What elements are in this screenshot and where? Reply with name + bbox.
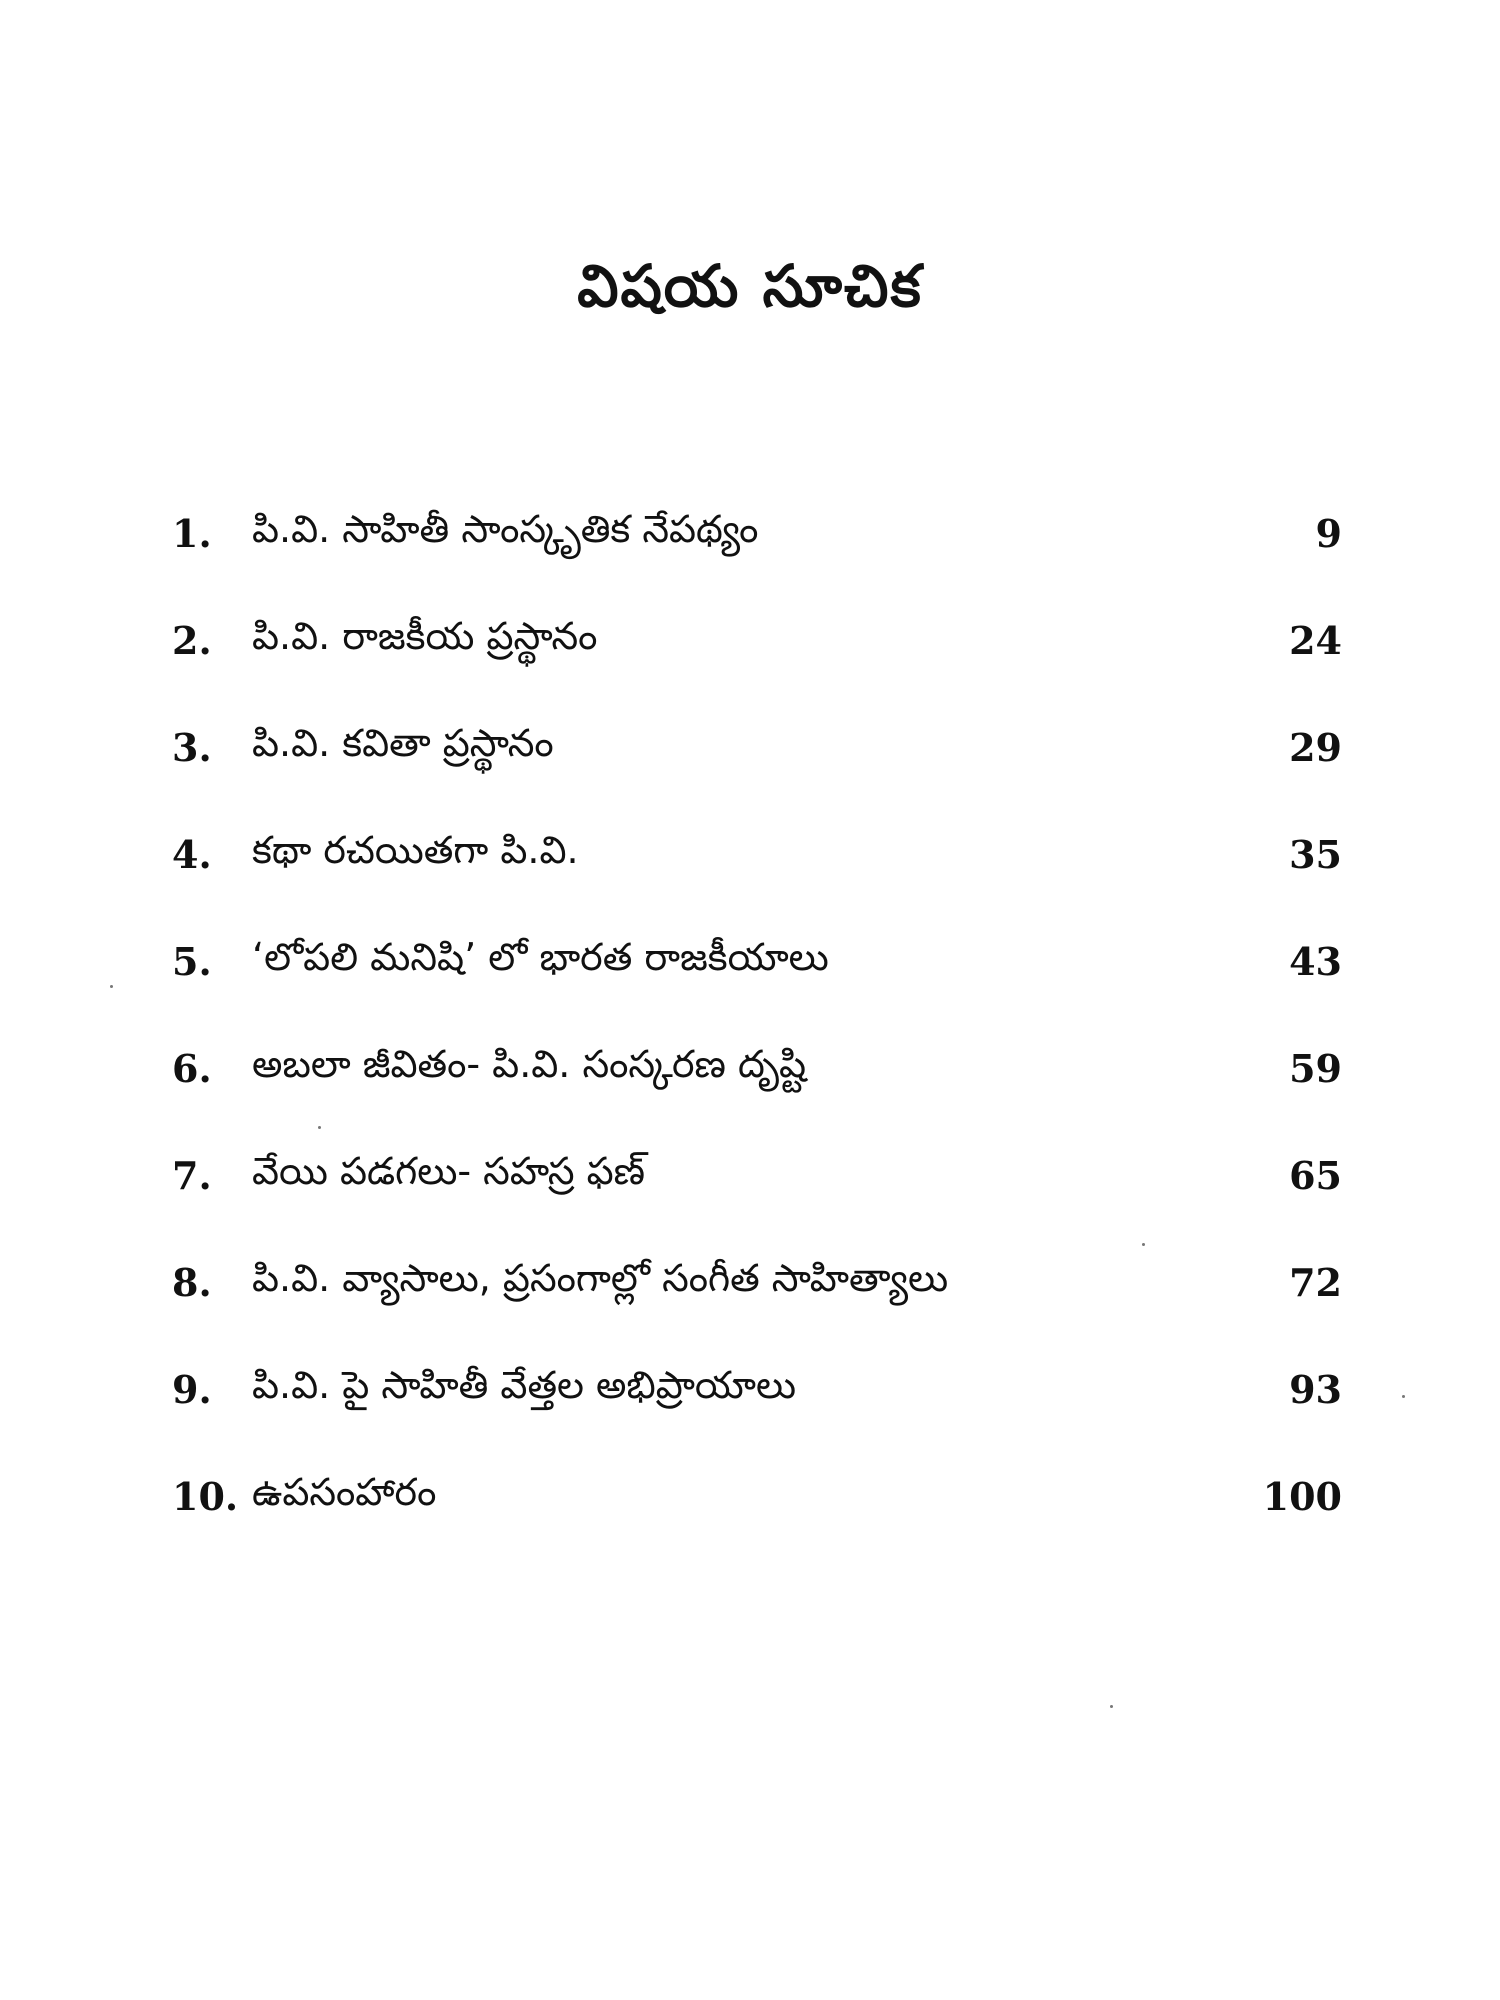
toc-entry [172, 694, 1342, 801]
entry-number: 7. [172, 1153, 212, 1198]
scan-speck [318, 1126, 321, 1129]
entry-title: ఉపసంహారం [252, 1469, 437, 1514]
entry-page-number: 65 [1289, 1153, 1342, 1198]
entry-number: 4. [172, 832, 212, 877]
toc-entry [172, 1015, 1342, 1122]
entry-title: పి.వి. వ్యాసాలు, ప్రసంగాల్లో సంగీత సాహిత్యాలు [252, 1255, 949, 1300]
scan-speck [1110, 1705, 1113, 1708]
entry-number: 10. [172, 1474, 239, 1519]
toc-entry [172, 587, 1342, 694]
entry-title: పి.వి. కవితా ప్రస్థానం [252, 720, 554, 765]
table-of-contents [172, 480, 1342, 1550]
entry-number: 3. [172, 725, 212, 770]
entry-title: పి.వి. పై సాహితీ వేత్తల అభిప్రాయాలు [252, 1362, 797, 1407]
entry-title: వేయి పడగలు- సహస్ర ఫణ్ [252, 1148, 646, 1193]
entry-page-number: 24 [1289, 618, 1342, 663]
scan-speck [1402, 1395, 1405, 1398]
toc-entry [172, 908, 1342, 1015]
entry-page-number: 9 [1315, 511, 1342, 556]
entry-number: 8. [172, 1260, 212, 1305]
entry-title: అబలా జీవితం- పి.వి. సంస్కరణ దృష్టి [252, 1041, 807, 1086]
entry-number: 1. [172, 511, 212, 556]
toc-entry [172, 480, 1342, 587]
entry-page-number: 100 [1262, 1474, 1342, 1519]
entry-number: 6. [172, 1046, 212, 1091]
entry-title: పి.వి. రాజకీయ ప్రస్థానం [252, 613, 598, 658]
toc-entry [172, 801, 1342, 908]
entry-title: ‘లోపలి మనిషి’ లో భారత రాజకీయాలు [252, 934, 829, 979]
page-title: విషయ సూచిక [577, 252, 923, 320]
entry-page-number: 29 [1289, 725, 1342, 770]
entry-page-number: 35 [1289, 832, 1342, 877]
entry-title: పి.వి. సాహితీ సాంస్కృతిక నేపథ్యం [252, 506, 759, 551]
entry-title: కథా రచయితగా పి.వి. [252, 827, 579, 872]
entry-page-number: 43 [1289, 939, 1342, 984]
entry-page-number: 72 [1289, 1260, 1342, 1305]
entry-page-number: 93 [1289, 1367, 1342, 1412]
scan-speck [110, 985, 113, 988]
entry-page-number: 59 [1289, 1046, 1342, 1091]
toc-entry [172, 1443, 1342, 1550]
toc-entry [172, 1229, 1342, 1336]
entry-number: 2. [172, 618, 212, 663]
scan-speck [1142, 1243, 1145, 1246]
entry-number: 5. [172, 939, 212, 984]
entry-number: 9. [172, 1367, 212, 1412]
toc-entry [172, 1336, 1342, 1443]
toc-entry [172, 1122, 1342, 1229]
